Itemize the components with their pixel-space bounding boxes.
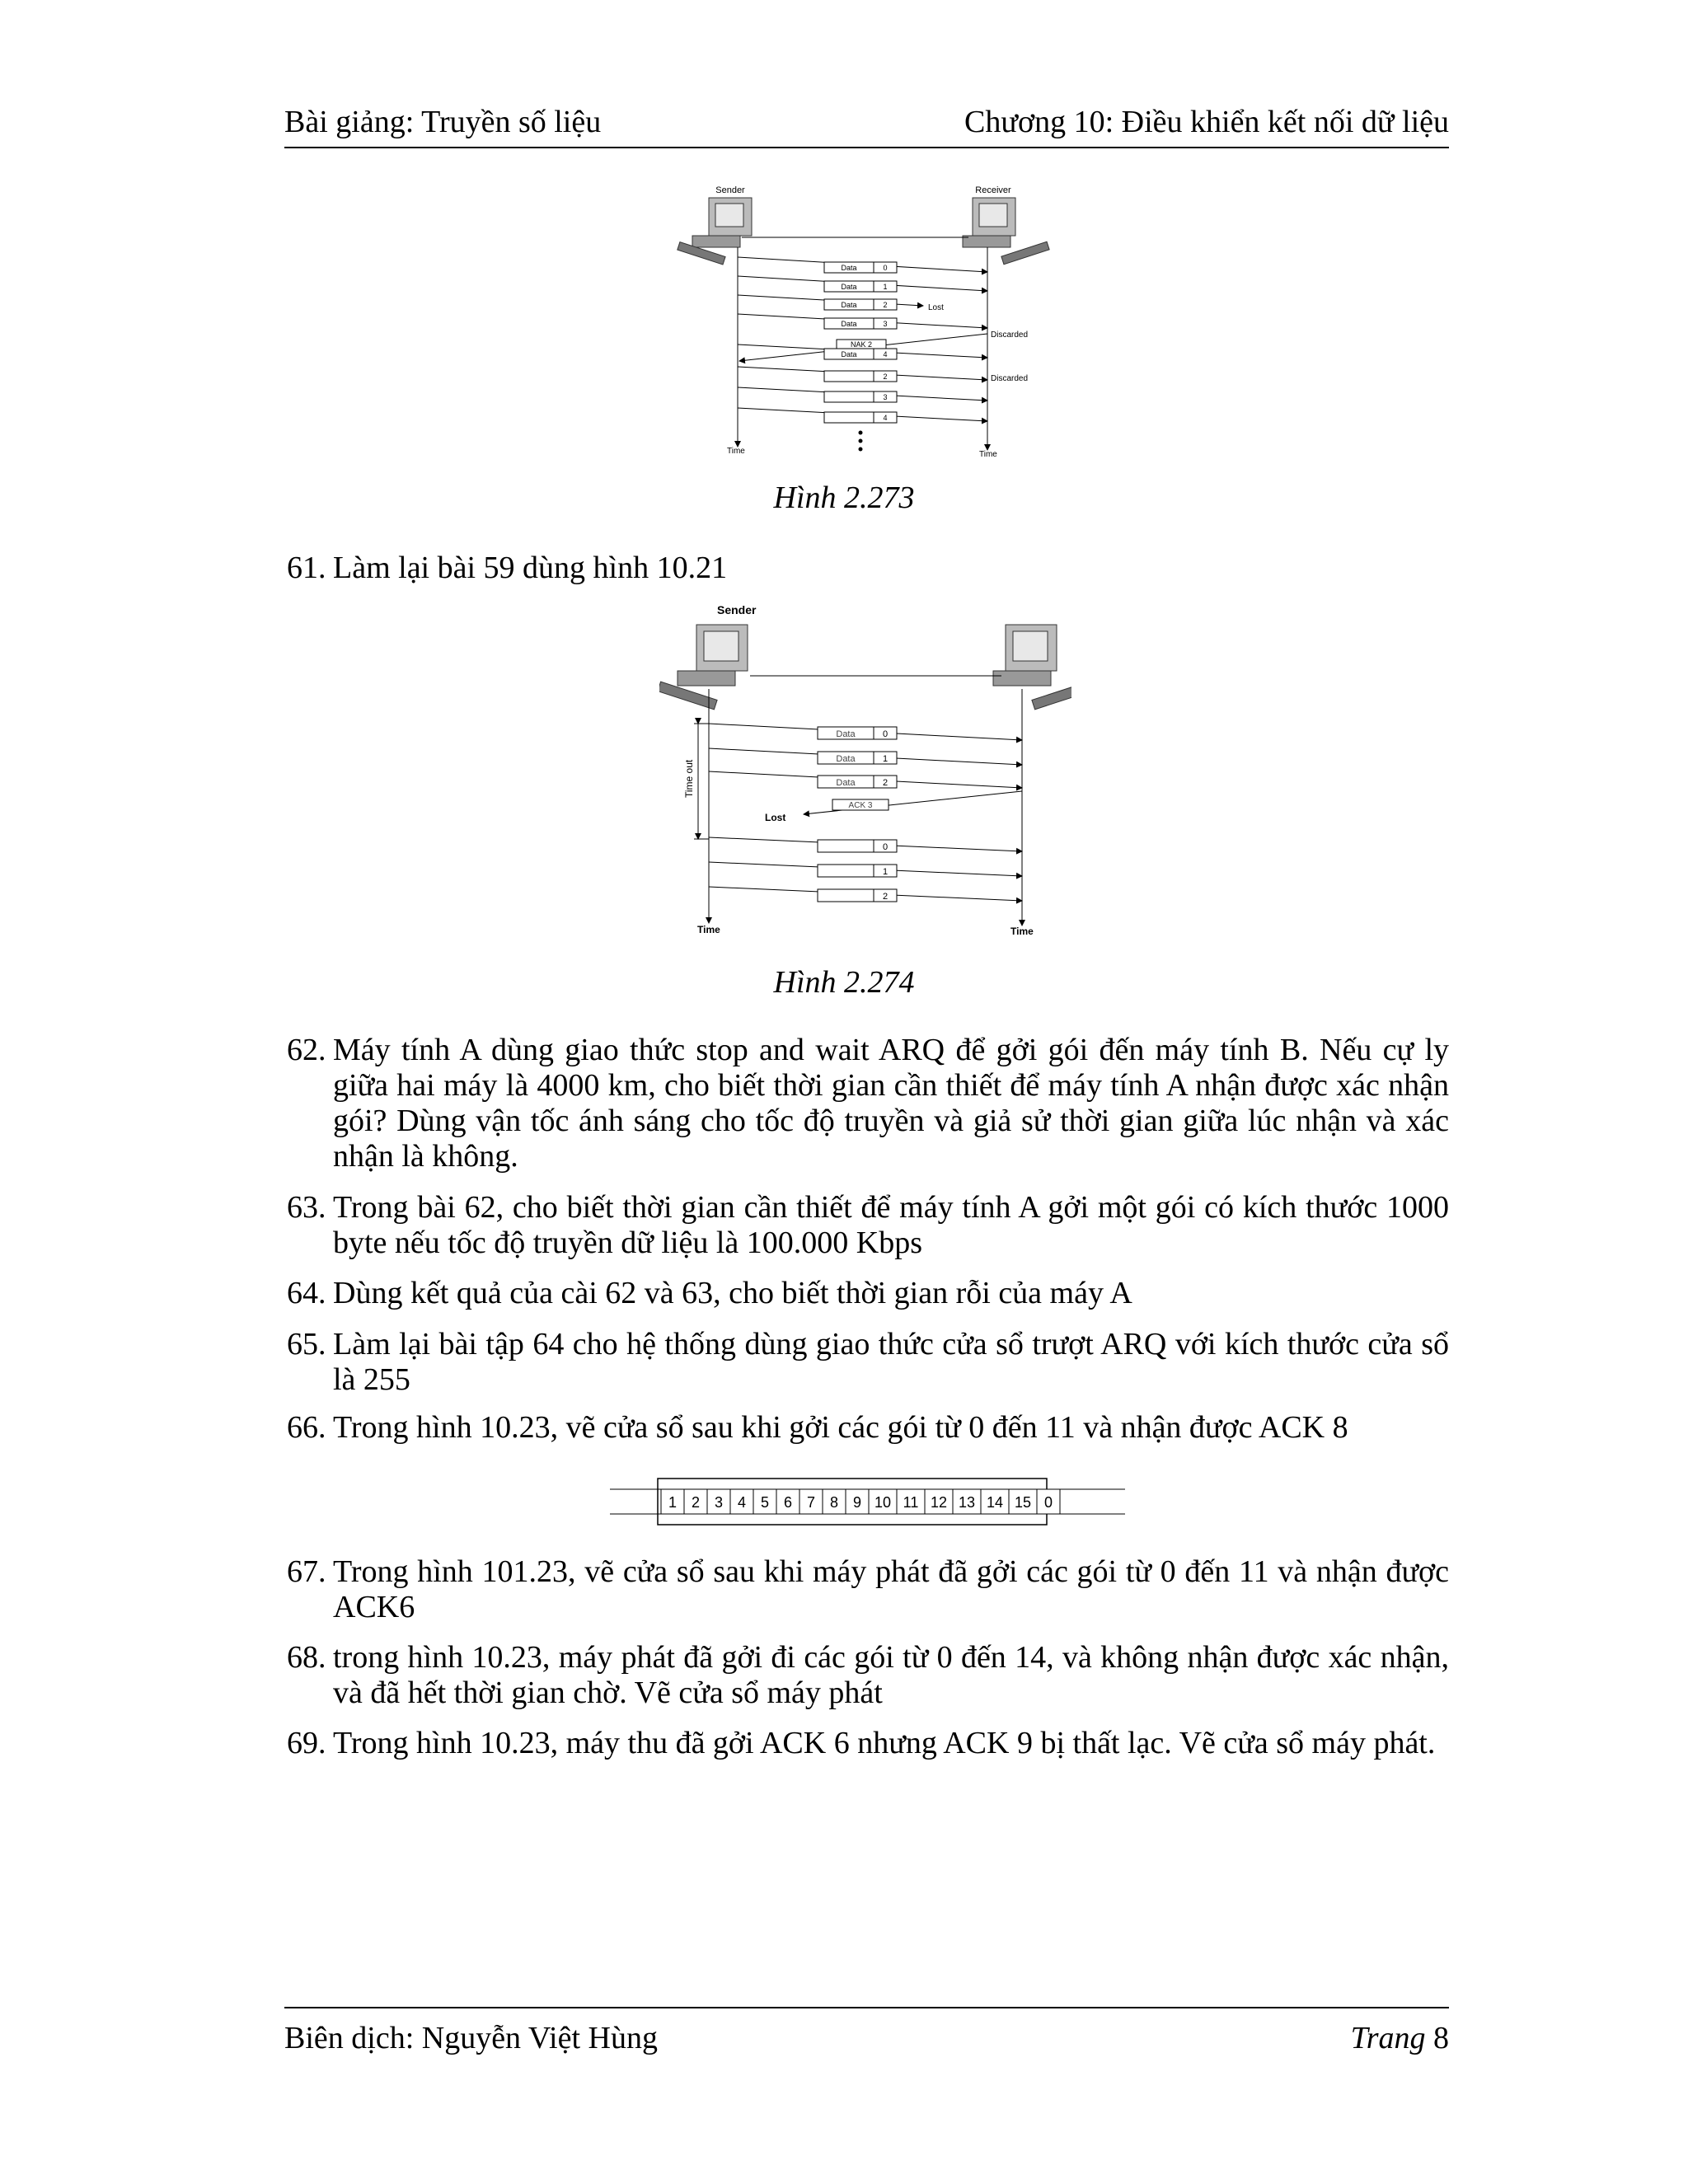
chapter-title: Chương 10: Điều khiển kết nối dữ liệu — [964, 105, 1449, 139]
svg-text:3: 3 — [883, 393, 888, 401]
svg-text:2: 2 — [882, 778, 889, 788]
frame-data-1 — [738, 276, 987, 292]
svg-text:Data: Data — [841, 264, 857, 272]
window-cell-label: 5 — [760, 1494, 770, 1511]
exercise-number: 68. — [287, 1640, 326, 1675]
exercise-61 — [287, 551, 1449, 586]
exercise-text: Trong hình 10.23, máy thu đã gởi ACK 6 nhưng ACK 9 bị thất lạc. Vẽ cửa sổ máy phát. — [333, 1726, 1436, 1760]
receiver-label: Receiver — [975, 185, 1011, 195]
sliding-window-figure — [610, 1477, 1125, 1526]
figure2-caption: Hình 2.274 — [773, 965, 915, 1000]
window-cells — [661, 1489, 1060, 1514]
svg-text:4: 4 — [883, 414, 888, 422]
svg-text:Data: Data — [841, 350, 857, 359]
exercise-number: 66. — [287, 1410, 326, 1445]
exercise-text: Trong hình 101.23, vẽ cửa sổ sau khi máy phát đã gởi các gói từ 0 đến 11 và nhận được ACK6 — [333, 1554, 1449, 1624]
receiver-time-label: Time — [979, 450, 997, 459]
sender-label: Sender — [717, 603, 757, 616]
window-cell-label: 4 — [737, 1494, 747, 1511]
svg-text:4: 4 — [883, 350, 888, 359]
svg-text:Data: Data — [836, 729, 856, 739]
svg-text:2: 2 — [883, 373, 888, 381]
svg-text:1: 1 — [882, 867, 889, 877]
frame-resend-3 — [738, 387, 987, 402]
ack-3-lost — [765, 791, 1022, 823]
frame-data-2-lost — [738, 295, 944, 312]
exercise-text: Làm lại bài 59 dùng hình 10.21 — [333, 551, 728, 585]
exercise-number: 67. — [287, 1554, 326, 1589]
frame-data-1 — [709, 748, 1022, 765]
sender-time-label: Time — [697, 924, 720, 935]
window-cell-label: 0 — [1043, 1494, 1053, 1511]
window-cell-label: 10 — [874, 1494, 892, 1511]
svg-text:0: 0 — [882, 842, 889, 852]
svg-text:1: 1 — [883, 283, 888, 291]
exercise-64 — [287, 1276, 1449, 1311]
window-cell-label: 13 — [958, 1494, 976, 1511]
exercise-number: 62. — [287, 1033, 326, 1067]
svg-text:NAK 2: NAK 2 — [850, 340, 873, 349]
svg-text:Data: Data — [836, 754, 856, 764]
exercise-number: 64. — [287, 1276, 326, 1310]
exercise-65 — [287, 1327, 1449, 1398]
frame-data-0 — [709, 724, 1022, 740]
svg-text:3: 3 — [883, 320, 888, 328]
frame-data-2 — [709, 771, 1022, 788]
course-title: Bài giảng: Truyền số liệu — [284, 105, 602, 139]
frame-resend-2 — [738, 367, 1028, 383]
window-cell-label: 15 — [1014, 1494, 1032, 1511]
exercise-text: Trong hình 10.23, vẽ cửa sổ sau khi gởi các gói từ 0 đến 11 và nhận được ACK 8 — [333, 1410, 1348, 1445]
svg-text:0: 0 — [882, 729, 889, 739]
window-cell-label: 7 — [806, 1494, 816, 1511]
exercise-number: 63. — [287, 1190, 326, 1225]
exercise-68 — [287, 1640, 1449, 1711]
exercise-text: Trong bài 62, cho biết thời gian cần thiết để máy tính A gởi một gói có kích thước 1000 byte nếu tốc độ truyền dữ liệu là 100.000 Kbps — [333, 1190, 1449, 1260]
svg-text:Data: Data — [841, 320, 857, 328]
figure-go-back-n-timeout — [659, 600, 1071, 938]
timeout-indicator — [683, 724, 709, 839]
exercise-69 — [287, 1726, 1449, 1761]
svg-text:Data: Data — [841, 283, 857, 291]
sender-time-label: Time — [727, 447, 745, 456]
exercise-number: 69. — [287, 1726, 326, 1760]
discarded-label-2: Discarded — [991, 374, 1029, 383]
window-cell-label: 14 — [986, 1494, 1004, 1511]
frame-resend-0 — [709, 837, 1022, 852]
svg-text:Data: Data — [836, 778, 856, 788]
svg-text:0: 0 — [883, 264, 888, 272]
window-cell-label: 1 — [668, 1494, 678, 1511]
exercise-text: Dùng kết quả của cài 62 và 63, cho biết thời gian rỗi của máy A — [333, 1276, 1132, 1310]
frame-data-3 — [738, 314, 1028, 340]
exercise-63 — [287, 1190, 1449, 1261]
figure-go-back-n-nak — [676, 181, 1055, 466]
exercise-text: Làm lại bài tập 64 cho hệ thống dùng giao thức cửa sổ trượt ARQ với kích thước cửa sổ là 255 — [333, 1327, 1449, 1397]
exercise-67 — [287, 1554, 1449, 1625]
svg-text:2: 2 — [882, 892, 889, 902]
sender-label: Sender — [715, 185, 745, 195]
translator-credit: Biên dịch: Nguyễn Việt Hùng — [284, 2021, 658, 2055]
svg-text:ACK 3: ACK 3 — [848, 801, 873, 810]
exercise-66 — [287, 1410, 1449, 1446]
window-cell-label: 2 — [691, 1494, 701, 1511]
frame-data-0 — [738, 257, 987, 273]
frame-resend-1 — [709, 862, 1022, 877]
receiver-time-label: Time — [1010, 926, 1034, 937]
timeout-label: Time out — [683, 759, 695, 798]
discarded-label-1: Discarded — [991, 330, 1029, 340]
lost-label: Lost — [765, 812, 786, 823]
page-header — [284, 97, 1449, 148]
figure1-caption: Hình 2.273 — [773, 480, 915, 515]
exercise-text: trong hình 10.23, máy phát đã gởi đi các gói từ 0 đến 14, và không nhận được xác nhận, và đã hết thời gian chờ. Vẽ cửa sổ máy phát — [333, 1640, 1449, 1710]
receiver-computer-icon — [963, 198, 1049, 265]
frame-resend-4 — [738, 408, 987, 423]
frame-resend-2 — [709, 887, 1022, 902]
sender-computer-icon — [678, 198, 752, 265]
window-cell-label: 11 — [903, 1494, 919, 1511]
window-cell-label: 9 — [852, 1494, 862, 1511]
svg-text:2: 2 — [883, 301, 888, 309]
lost-label: Lost — [928, 303, 944, 312]
exercise-text: Máy tính A dùng giao thức stop and wait ARQ để gởi gói đến máy tính B. Nếu cự ly giữa hai máy là 4000 km, cho biết thời gian cần thiết để máy tính A nhận được xác nhận gói? Dùng vận tốc ánh sáng cho tốc độ truyền và giả sử thời gian giữa lúc nhận và xác nhận là không. — [333, 1033, 1449, 1174]
window-cell-label: 6 — [783, 1494, 793, 1511]
page-number: Trang 8 — [1350, 2021, 1449, 2055]
receiver-computer-icon — [993, 625, 1071, 710]
window-cell-label: 8 — [829, 1494, 839, 1511]
page-footer — [284, 2007, 1449, 2055]
exercise-62 — [287, 1033, 1449, 1174]
svg-text:1: 1 — [882, 754, 889, 764]
exercise-number: 61. — [287, 551, 326, 585]
sender-computer-icon — [659, 625, 748, 710]
exercise-number: 65. — [287, 1327, 326, 1361]
svg-text:Data: Data — [841, 301, 857, 309]
window-cell-label: 12 — [930, 1494, 948, 1511]
window-cell-label: 3 — [714, 1494, 724, 1511]
